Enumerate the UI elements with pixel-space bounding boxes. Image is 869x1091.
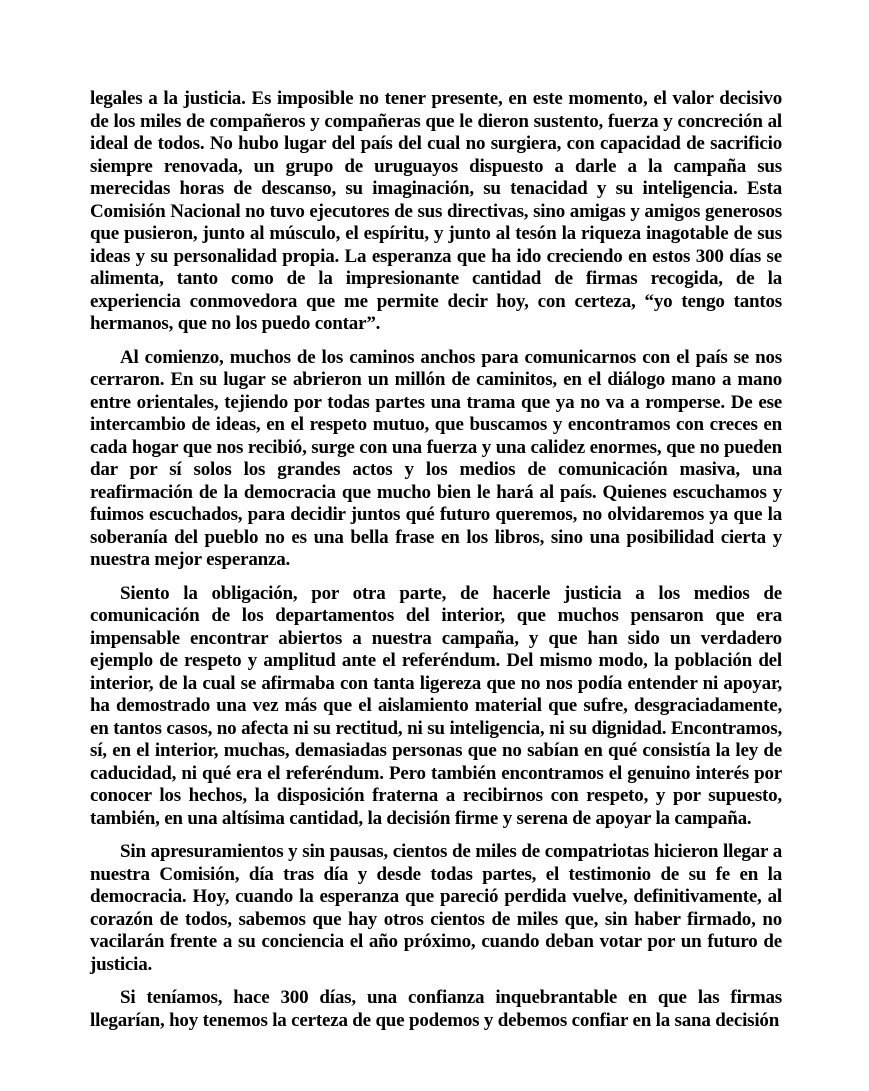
paragraph-4: Sin apresuramientos y sin pausas, cientos de miles de compatriotas hicieron llegar a nuestra Comisión, día tras día y desde todas partes, el testimonio de su fe en la democracia. Hoy, cuando la esperanza que pareció perdida vuelve, definitivamente, al corazón de todos, sabemos que hay otros cientos de miles que, sin haber firmado, no vacilarán frente a su conciencia el año próximo, cuando deban votar por un futuro de justicia. — [90, 841, 782, 975]
paragraph-3: Siento la obligación, por otra parte, de hacerle justicia a los medios de comunicación de los departamentos del interior, que muchos pensaron que era impensable encontrar abiertos a nuestra campaña, y que han sido un verdadero ejemplo de respeto y amplitud ante el referéndum. Del mismo modo, la población del interior, de la cual se afirmaba con tanta ligereza que no nos podía entender ni apoyar, ha demostrado una vez más que el aislamiento material que sufre, desgraciadamente, en tantos casos, no afecta ni su rectitud, ni su inteligencia, ni su dignidad. Encontramos, sí, en el interior, muchas, demasiadas personas que no sabían en qué consistía la ley de caducidad, ni qué era el referéndum. Pero también encontramos el genuino interés por conocer los hechos, la disposición fraterna a recibirnos con respeto, y por supuesto, también, en una altísima cantidad, la decisión firme y serena de apoyar la campaña. — [90, 582, 782, 829]
paragraph-1: legales a la justicia. Es imposible no tener presente, en este momento, el valor decisivo de los miles de compañeros y compañeras que le dieron sustento, fuerza y concreción al ideal de todos. No hubo lugar del país del cual no surgiera, con capacidad de sacrificio siempre renovada, un grupo de uruguayos dispuesto a darle a la campaña sus merecidas horas de descanso, su imaginación, su tenacidad y su inteligencia. Esta Comisión Nacional no tuvo ejecutores de sus directivas, sino amigas y amigos generosos que pusieron, junto al músculo, el espíritu, y junto al tesón la riqueza inagotable de sus ideas y su personalidad propia. La esperanza que ha ido creciendo en estos 300 días se alimenta, tanto como de la impresionante cantidad de firmas recogida, de la experiencia conmovedora que me permite decir hoy, con certeza, “yo tengo tantos hermanos, que no los puedo contar”. — [90, 88, 782, 334]
body-text — [90, 88, 782, 1043]
paragraph-5: Si teníamos, hace 300 días, una confianza inquebrantable en que las firmas llegarían, hoy tenemos la certeza de que podemos y debemos confiar en la sana decisión — [90, 987, 782, 1031]
paragraph-2: Al comienzo, muchos de los caminos anchos para comunicarnos con el país se nos cerraron. En su lugar se abrieron un millón de caminitos, en el diálogo mano a mano entre orientales, tejiendo por todas partes una trama que ya no va a romperse. De ese intercambio de ideas, en el respeto mutuo, que buscamos y encontramos con creces en cada hogar que nos recibió, surge con una fuerza y una calidez enormes, que no pueden dar por sí solos los grandes actos y los medios de comunicación masiva, una reafirmación de la democracia que mucho bien le hará al país. Quienes escuchamos y fuimos escuchados, para decidir juntos qué futuro queremos, no olvidaremos ya que la soberanía del pueblo no es una bella frase en los libros, sino una posibilidad cierta y nuestra mejor esperanza. — [90, 346, 782, 570]
